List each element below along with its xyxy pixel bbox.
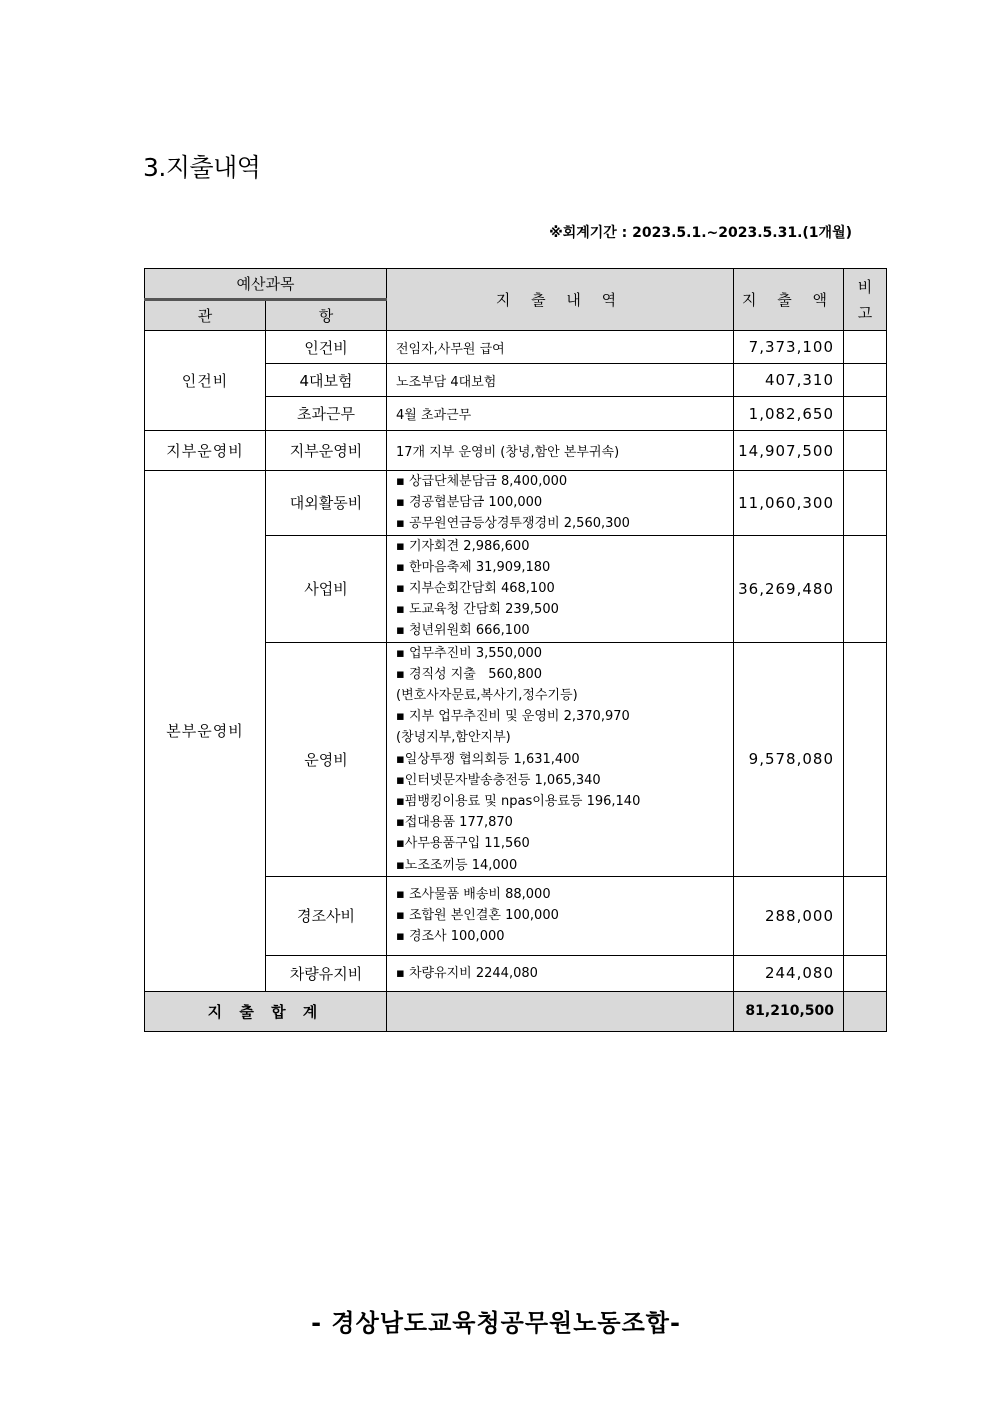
remark-cell [844,431,887,471]
table-row [145,471,887,536]
list-item: ▪ 경공협분담금 100,000 [396,495,543,511]
details-list [387,642,734,876]
list-item: ▪ 업무추진비 3,550,000 [396,645,543,661]
hang-cell: 운영비 [266,642,387,876]
expenditure-table [144,268,887,1032]
header-hang: 항 [266,300,387,331]
list-item: (창녕지부,함안지부) [396,730,511,746]
details-list [387,876,734,955]
gwan-hq-ops: 본부운영비 [145,471,266,992]
total-remark [844,991,887,1031]
details-cell: 전임자,사무원 급여 [387,331,734,364]
table-row [145,431,887,471]
amount-cell: 7,373,100 [734,331,844,364]
total-details [387,991,734,1031]
details-list [387,471,734,536]
hang-cell: 대외활동비 [266,471,387,536]
list-item: ▪사무용품구입 11,560 [396,836,530,852]
list-item: ▪노조조끼등 14,000 [396,857,518,873]
hang-cell: 지부운영비 [266,431,387,471]
remark-cell [844,364,887,397]
details-list [387,535,734,642]
header-budget-subject: 예산과목 [145,269,387,300]
list-item: ▪펌뱅킹이용료 및 npas이용료등 196,140 [396,794,641,810]
amount-cell: 11,060,300 [734,471,844,536]
list-item: ▪일상투쟁 협의회등 1,631,400 [396,751,580,767]
amount-cell: 14,907,500 [734,431,844,471]
amount-cell: 1,082,650 [734,397,844,431]
amount-cell: 9,578,080 [734,642,844,876]
table-row [145,331,887,364]
amount-cell: 407,310 [734,364,844,397]
hang-cell: 인건비 [266,331,387,364]
header-amount: 지 출 액 [734,269,844,331]
list-item: ▪ 청년위원회 666,100 [396,623,530,639]
list-item: ▪ 조합원 본인결혼 100,000 [396,908,559,924]
details-cell: 노조부담 4대보험 [387,364,734,397]
details-cell: 4월 초과근무 [387,397,734,431]
header-gwan: 관 [145,300,266,331]
hang-cell: 4대보험 [266,364,387,397]
list-item: ▪ 차량유지비 2244,080 [396,965,538,981]
list-item: ▪인터넷문자발송충전등 1,065,340 [396,772,601,788]
hang-cell: 사업비 [266,535,387,642]
list-item: ▪ 상급단체분담금 8,400,000 [396,474,568,489]
remark-cell [844,331,887,364]
list-item: (변호사자문료,복사기,정수기등) [396,688,578,704]
list-item: ▪접대용품 177,870 [396,815,513,831]
amount-cell: 244,080 [734,955,844,991]
remark-cell [844,642,887,876]
list-item: ▪ 조사물품 배송비 88,000 [396,887,551,903]
total-amount: 81,210,500 [734,991,844,1031]
list-item: ▪ 경조사 100,000 [396,929,505,945]
list-item: ▪ 도교육청 간담회 239,500 [396,602,559,618]
header-remark: 비 고 [844,269,887,331]
remark-cell [844,397,887,431]
list-item: ▪ 경직성 지출 560,800 [396,666,543,682]
amount-cell: 288,000 [734,876,844,955]
gwan-personnel: 인건비 [145,331,266,431]
page-title: 3.지출내역 [143,153,261,182]
details-cell: 17개 지부 운영비 (창녕,함안 본부귀속) [387,431,734,471]
gwan-branch-ops: 지부운영비 [145,431,266,471]
total-row [145,991,887,1031]
remark-cell [844,471,887,536]
amount-cell: 36,269,480 [734,535,844,642]
hang-cell: 경조사비 [266,876,387,955]
hang-cell: 차량유지비 [266,955,387,991]
hang-cell: 초과근무 [266,397,387,431]
list-item: ▪ 지부순회간담회 468,100 [396,581,555,597]
remark-cell [844,876,887,955]
list-item: ▪ 공무원연금등상경투쟁경비 2,560,300 [396,516,630,532]
details-list [387,955,734,991]
header-details: 지 출 내 역 [387,269,734,331]
accounting-period: ※회계기간 : 2023.5.1.~2023.5.31.(1개월) [549,225,852,241]
remark-cell [844,535,887,642]
list-item: ▪ 지부 업무추진비 및 운영비 2,370,970 [396,709,630,725]
remark-cell [844,955,887,991]
total-label: 지 출 합 계 [145,991,387,1031]
list-item: ▪ 한마음축제 31,909,180 [396,559,551,575]
organization-footer: - 경상남도교육청공무원노동조합- [311,1309,681,1337]
list-item: ▪ 기자회견 2,986,600 [396,538,530,554]
